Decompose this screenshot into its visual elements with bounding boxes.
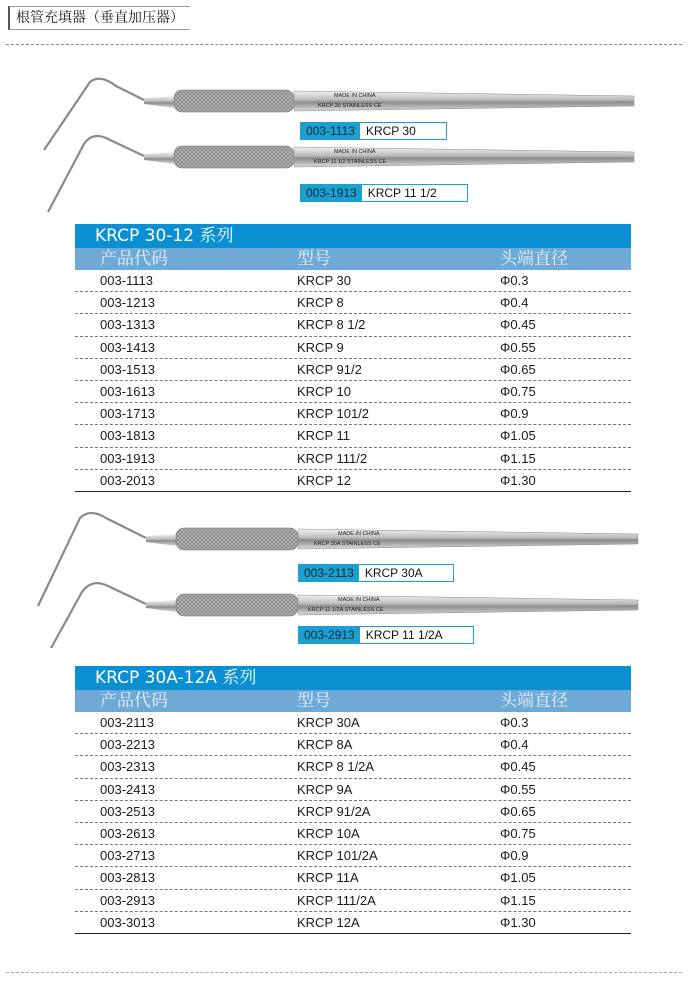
product-tag: [298, 564, 454, 582]
page-title: 根管充填器（垂直加压器）: [8, 6, 190, 30]
header-tip-diameter: 头端直径: [500, 691, 568, 711]
cell-model: KRCP 11A: [297, 870, 359, 886]
footer-divider: [6, 972, 682, 973]
product-tag: [300, 184, 468, 202]
tag-model: KRCP 30A: [364, 566, 423, 580]
cell-code: 003-2213: [100, 737, 155, 753]
cell-code: 003-1413: [100, 339, 155, 355]
table-row: [75, 359, 631, 381]
cell-diameter: Φ0.75: [500, 383, 536, 399]
table-row: [75, 381, 631, 403]
series-title: KRCP 30A-12A 系列: [75, 666, 631, 690]
table-body: [75, 270, 631, 492]
cell-code: 003-2813: [100, 870, 155, 886]
cell-diameter: Φ0.3: [500, 273, 529, 288]
cell-code: 003-2013: [100, 472, 155, 488]
cell-model: KRCP 8 1/2: [297, 317, 366, 333]
header-model: 型号: [297, 249, 331, 269]
cell-code: 003-1213: [100, 295, 155, 311]
instrument-text: KRCP 11 1/2 STAINLESS CE: [314, 159, 387, 165]
cell-code: 003-2613: [100, 825, 155, 841]
product-tag: [298, 626, 474, 644]
table-row: [75, 823, 631, 845]
cell-code: 003-1613: [100, 383, 155, 399]
cell-diameter: Φ0.4: [500, 737, 529, 753]
cell-diameter: Φ0.55: [500, 339, 536, 355]
table-header: [75, 248, 631, 270]
cell-model: KRCP 9: [297, 339, 344, 355]
table-row: [75, 425, 631, 447]
table-row: [75, 756, 631, 778]
cell-code: 003-2113: [100, 715, 154, 730]
cell-diameter: Φ0.4: [500, 295, 529, 311]
cell-diameter: Φ0.9: [500, 406, 529, 422]
instrument-text: KRCP 30 STAINLESS CE: [318, 103, 382, 109]
table-row: [75, 867, 631, 889]
instrument-text: MADE IN CHINA: [334, 93, 376, 99]
cell-model: KRCP 101/2A: [297, 848, 378, 864]
header-product-code: 产品代码: [100, 249, 168, 269]
plugger-tip: [40, 583, 146, 648]
cell-model: KRCP 12A: [297, 914, 360, 930]
table-row: [75, 712, 631, 734]
table-row: [75, 890, 631, 912]
table-row: [75, 779, 631, 801]
tag-code: 003-1913: [301, 185, 362, 201]
table-row: [75, 292, 631, 314]
cell-model: KRCP 10A: [297, 825, 360, 841]
cell-diameter: Φ1.15: [500, 892, 536, 908]
instrument-text: MADE IN CHINA: [334, 149, 376, 155]
cell-diameter: Φ1.15: [500, 450, 536, 466]
instrument-text: KRCP 30A STAINLESS CE: [314, 541, 381, 547]
tag-code: 003-2113: [299, 565, 359, 581]
cell-code: 003-1113: [100, 273, 154, 288]
table-row: [75, 314, 631, 336]
plugger-tip: [44, 79, 144, 150]
cell-code: 003-2913: [100, 892, 155, 908]
cell-code: 003-1713: [100, 406, 155, 422]
cell-diameter: Φ1.30: [500, 914, 536, 930]
table-row: [75, 337, 631, 359]
cell-code: 003-2513: [100, 803, 155, 819]
header-product-code: 产品代码: [100, 691, 168, 711]
cell-diameter: Φ0.65: [500, 361, 536, 377]
plugger-tip: [48, 136, 144, 212]
cell-code: 003-1313: [100, 317, 155, 333]
instrument-text: KRCP 11 1/2A STAINLESS CE: [308, 607, 384, 613]
tag-code: 003-1113: [301, 123, 360, 139]
table-row: [75, 403, 631, 425]
cell-model: KRCP 30A: [297, 715, 360, 730]
cell-model: KRCP 10: [297, 383, 351, 399]
cell-code: 003-1813: [100, 428, 155, 444]
cell-model: KRCP 9A: [297, 781, 353, 797]
cell-diameter: Φ0.45: [500, 317, 536, 333]
cell-code: 003-1513: [100, 361, 155, 377]
product-tag: [300, 122, 447, 140]
cell-code: 003-2313: [100, 759, 155, 775]
cell-diameter: Φ0.3: [500, 715, 529, 730]
table-body: [75, 712, 631, 934]
series-table-krcp-30a-12a: [75, 666, 631, 934]
cell-diameter: Φ0.45: [500, 759, 536, 775]
table-row: [75, 448, 631, 470]
cell-model: KRCP 8A: [297, 737, 353, 753]
page-header: [6, 2, 682, 42]
cell-diameter: Φ0.55: [500, 781, 536, 797]
header-model: 型号: [297, 691, 331, 711]
cell-code: 003-2713: [100, 848, 155, 864]
cell-diameter: Φ0.65: [500, 803, 536, 819]
table-row: [75, 912, 631, 934]
cell-diameter: Φ1.30: [500, 472, 536, 488]
header-tip-diameter: 头端直径: [500, 249, 568, 269]
cell-model: KRCP 101/2: [297, 406, 370, 422]
table-row: [75, 845, 631, 867]
cell-diameter: Φ0.9: [500, 848, 529, 864]
header-divider: [6, 44, 682, 45]
cell-model: KRCP 30: [297, 273, 351, 288]
tag-model: KRCP 30: [365, 124, 416, 138]
series-title: KRCP 30-12 系列: [75, 224, 631, 248]
cell-model: KRCP 8 1/2A: [297, 759, 375, 775]
plugger-tip: [38, 513, 146, 606]
series-table-krcp-30-12: [75, 224, 631, 492]
cell-model: KRCP 8: [297, 295, 344, 311]
cell-diameter: Φ1.05: [500, 870, 536, 886]
cell-model: KRCP 11: [297, 428, 350, 444]
cell-model: KRCP 91/2A: [297, 803, 371, 819]
cell-code: 003-2413: [100, 781, 155, 797]
cell-code: 003-1913: [100, 450, 155, 466]
cell-code: 003-3013: [100, 914, 155, 930]
instrument-text: MADE IN CHINA: [338, 597, 380, 603]
cell-model: KRCP 111/2A: [297, 892, 376, 908]
tag-model: KRCP 11 1/2A: [365, 628, 443, 642]
cell-model: KRCP 12: [297, 472, 351, 488]
instrument-text: MADE IN CHINA: [338, 531, 380, 537]
cell-model: KRCP 91/2: [297, 361, 362, 377]
cell-model: KRCP 111/2: [297, 450, 368, 466]
table-row: [75, 270, 631, 292]
cell-diameter: Φ0.75: [500, 825, 536, 841]
table-header: [75, 690, 631, 712]
tag-model: KRCP 11 1/2: [367, 186, 437, 200]
table-row: [75, 470, 631, 492]
tag-code: 003-2913: [299, 627, 360, 643]
table-row: [75, 734, 631, 756]
table-row: [75, 801, 631, 823]
cell-diameter: Φ1.05: [500, 428, 536, 444]
